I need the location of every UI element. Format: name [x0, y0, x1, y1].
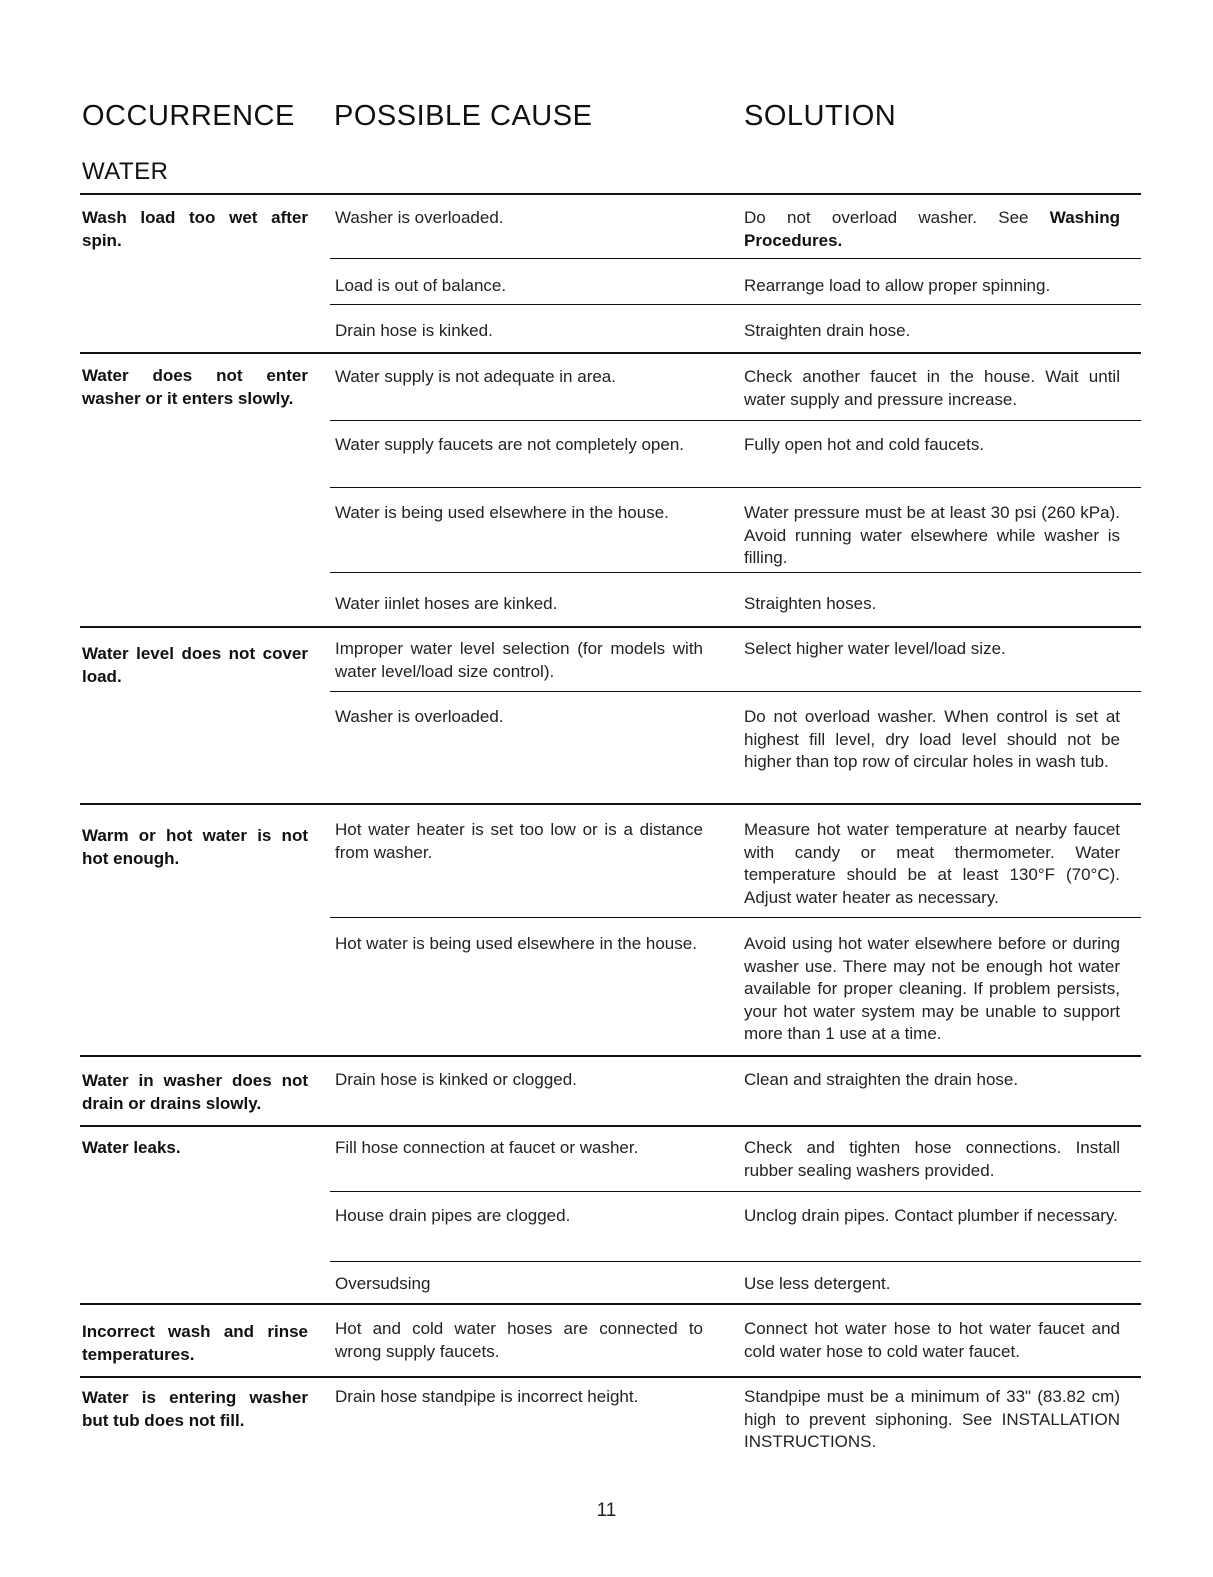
cause-text: Drain hose is kinked or clogged.: [335, 1070, 577, 1089]
cause-text: Oversudsing: [335, 1274, 431, 1293]
occurrence-text: Water in washer does not drain or drains slowly.: [82, 1071, 308, 1113]
occurrence-text: Warm or hot water is not hot enough.: [82, 826, 308, 868]
solution-text: Connect hot water hose to hot water faucet and cold water hose to cold water faucet.: [744, 1319, 1120, 1361]
cause-text: Drain hose is kinked.: [335, 321, 493, 340]
solution-text: Standpipe must be a minimum of 33" (83.82 cm) high to prevent siphoning. See INSTALLATION INSTRUCTIONS.: [744, 1387, 1120, 1452]
header-possible-cause: POSSIBLE CAUSE: [334, 100, 593, 132]
occurrence-text: Incorrect wash and rinse temperatures.: [82, 1322, 308, 1364]
row-divider: [330, 572, 1141, 573]
solution-text: Straighten hoses.: [744, 594, 877, 613]
solution-text: Use less detergent.: [744, 1274, 891, 1293]
header-solution: SOLUTION: [744, 100, 897, 132]
column-headers: [82, 100, 1142, 140]
solution-text: Unclog drain pipes. Contact plumber if necessary.: [744, 1206, 1118, 1225]
header-occurrence: OCCURRENCE: [82, 100, 295, 132]
section-title: WATER: [82, 158, 169, 185]
row-divider: [330, 487, 1141, 488]
row-divider: [80, 1125, 1141, 1127]
row-divider: [80, 803, 1141, 805]
cause-text: House drain pipes are clogged.: [335, 1206, 571, 1225]
cause-text: Drain hose standpipe is incorrect height.: [335, 1387, 639, 1406]
cause-text: Fill hose connection at faucet or washer.: [335, 1138, 639, 1157]
solution-text: Clean and straighten the drain hose.: [744, 1070, 1019, 1089]
cause-text: Hot and cold water hoses are connected to wrong supply faucets.: [335, 1319, 703, 1361]
solution-text: Straighten drain hose.: [744, 321, 911, 340]
occurrence-text: Water level does not cover load.: [82, 644, 308, 686]
cause-text: Washer is overloaded.: [335, 208, 504, 227]
row-divider: [80, 626, 1141, 628]
solution-text: Measure hot water temperature at nearby faucet with candy or meat thermometer. Water temperature should be at least 130°F (70°C). Adjust water heater as necessary.: [744, 820, 1120, 907]
solution-text: Check another faucet in the house. Wait until water supply and pressure increase.: [744, 367, 1120, 409]
occurrence-text: Water leaks.: [82, 1138, 181, 1157]
solution-text: Rearrange load to allow proper spinning.: [744, 276, 1051, 295]
cause-text: Washer is overloaded.: [335, 707, 504, 726]
solution-text: Avoid using hot water elsewhere before or during washer use. There may not be enough hot water available for proper cleaning. If problem persists, your hot water system may be unable to support more than 1 use at a time.: [744, 934, 1120, 1044]
cause-text: Load is out of balance.: [335, 276, 507, 295]
row-divider: [80, 193, 1141, 195]
solution-text-lead: Do not overload washer. See: [744, 208, 1050, 227]
row-divider: [330, 304, 1141, 305]
solution-text: Check and tighten hose connections. Install rubber sealing washers provided.: [744, 1138, 1120, 1180]
row-divider: [330, 1191, 1141, 1192]
page-number: 11: [596, 1500, 617, 1521]
solution-text: [744, 207, 1120, 252]
row-divider: [80, 1376, 1141, 1378]
row-divider: [80, 1055, 1141, 1057]
cause-text: Hot water heater is set too low or is a distance from washer.: [335, 820, 703, 862]
row-divider: [330, 917, 1141, 918]
solution-text: Select higher water level/load size.: [744, 639, 1006, 658]
occurrence-text: Water is entering washer but tub does not fill.: [82, 1388, 308, 1430]
cause-text: Water supply is not adequate in area.: [335, 367, 616, 386]
cause-text: Water iinlet hoses are kinked.: [335, 594, 558, 613]
cause-text: Water supply faucets are not completely open.: [335, 435, 684, 454]
cause-text: Water is being used elsewhere in the house.: [335, 503, 669, 522]
occurrence-text: Water does not enter washer or it enters slowly.: [82, 366, 308, 408]
solution-emphasis: Washing Procedures.: [744, 208, 1120, 250]
row-divider: [80, 1303, 1141, 1305]
row-divider: [80, 352, 1141, 354]
row-divider: [330, 691, 1141, 692]
row-divider: [330, 258, 1141, 259]
occurrence-text: Wash load too wet after spin.: [82, 208, 308, 250]
row-divider: [330, 1261, 1141, 1262]
cause-text: Improper water level selection (for models with water level/load size control).: [335, 639, 703, 681]
solution-text: Do not overload washer. When control is set at highest fill level, dry load level should not be higher than top row of circular holes in wash tub.: [744, 707, 1120, 772]
row-divider: [330, 420, 1141, 421]
solution-text: Water pressure must be at least 30 psi (260 kPa). Avoid running water elsewhere while washer is filling.: [744, 503, 1120, 568]
cause-text: Hot water is being used elsewhere in the house.: [335, 934, 697, 953]
solution-text: Fully open hot and cold faucets.: [744, 435, 985, 454]
